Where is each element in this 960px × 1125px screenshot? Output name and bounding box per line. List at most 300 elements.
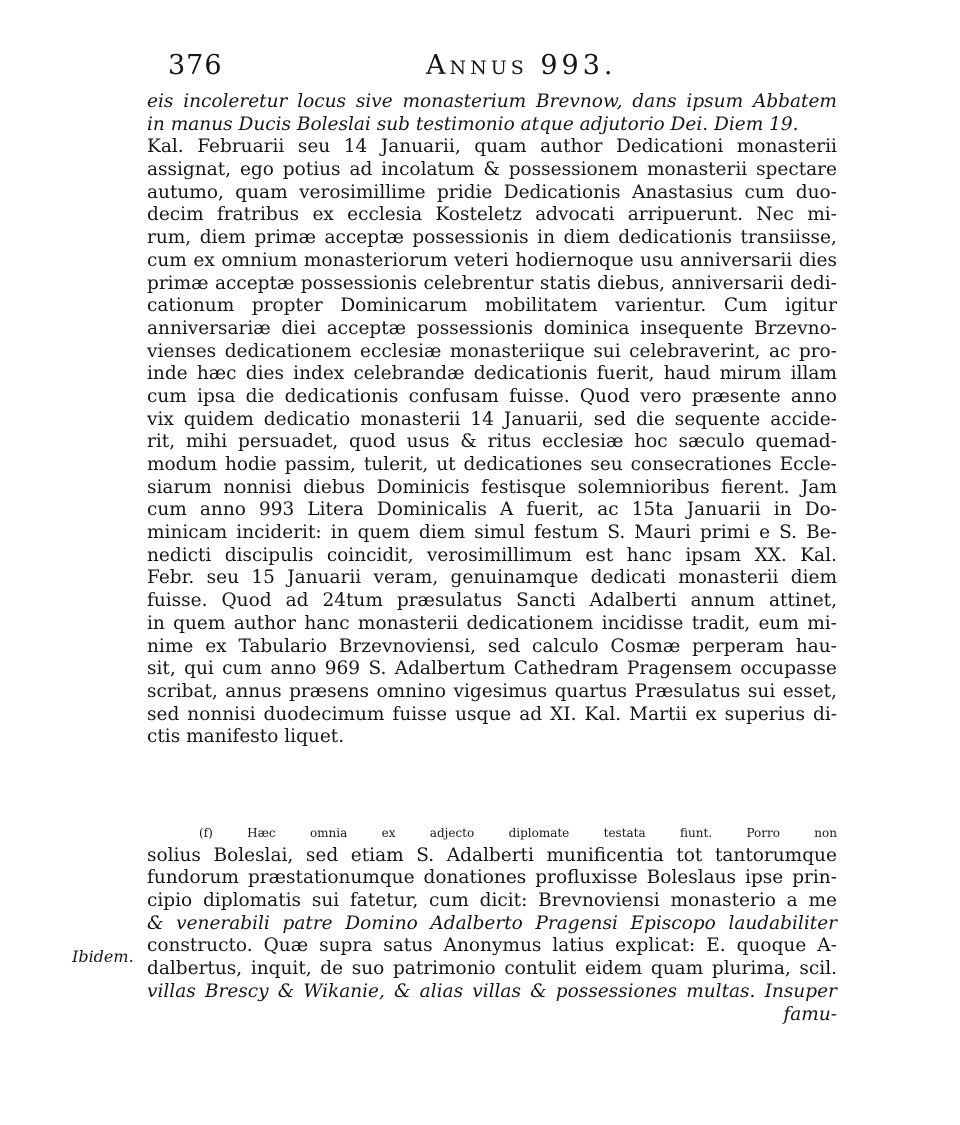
word: fundorum — [147, 867, 239, 889]
running-head: Annus 993. — [426, 50, 617, 81]
word: verosimillimum — [426, 544, 572, 566]
word: pro- — [798, 340, 837, 362]
word: coincidit, — [326, 544, 414, 566]
word: sequente — [674, 408, 761, 430]
word: quod — [349, 431, 396, 453]
word: scil. — [799, 958, 837, 980]
word: possessionis — [412, 227, 529, 249]
word: tulerit, — [363, 454, 429, 475]
word: ego — [239, 159, 274, 181]
word: diem — [199, 227, 246, 249]
word: Januarii — [287, 567, 362, 589]
word: Quod — [221, 590, 272, 612]
text-line — [147, 613, 837, 636]
word: Kal. — [800, 544, 837, 566]
word: diem — [418, 522, 466, 544]
word: locus — [297, 91, 347, 112]
word: author — [233, 612, 297, 634]
word: celebrentur — [423, 272, 534, 294]
word: fuisse. — [147, 590, 208, 612]
word: XI. — [550, 703, 577, 725]
word: author — [540, 136, 603, 158]
word: Be- — [806, 522, 837, 544]
word: usus — [406, 431, 450, 453]
word: cationum — [147, 295, 235, 317]
text-line — [147, 136, 837, 159]
word: duodecimum — [263, 703, 385, 725]
word: usque — [455, 703, 512, 725]
word: possessionis — [300, 272, 418, 294]
word: diebus — [303, 476, 366, 498]
word: contulit — [504, 958, 577, 980]
text-line — [147, 545, 837, 568]
word: venerabili — [176, 912, 270, 934]
word: Wikanie, — [303, 980, 385, 1002]
word: in — [330, 522, 349, 544]
word: transiisse, — [740, 227, 837, 249]
word: Febr. — [147, 567, 195, 589]
word: dominica — [543, 317, 630, 339]
word: villas — [147, 980, 196, 1002]
word: omnino — [376, 680, 447, 702]
word: dedicationem — [466, 612, 594, 634]
word: omnium — [221, 249, 298, 271]
word: dedicationes — [463, 454, 583, 475]
word: haud — [663, 363, 711, 385]
word: dicit: — [479, 890, 528, 912]
word: ecclesiæ — [360, 340, 442, 362]
word: Martii — [629, 703, 688, 725]
word: veram, — [373, 567, 439, 589]
word: præsulatus — [396, 590, 503, 612]
word: munificentia — [546, 844, 664, 866]
word: patre — [282, 912, 333, 934]
word: laudabiliter — [728, 912, 837, 934]
word: dedicationem — [224, 340, 352, 362]
word: ac — [768, 340, 791, 362]
word: 969 — [324, 658, 361, 680]
word: cum — [429, 890, 469, 912]
word: qui — [184, 658, 214, 680]
word: rit, — [147, 431, 176, 453]
word: Boleslaus — [646, 867, 737, 889]
word: cum — [147, 499, 187, 521]
word: Pragensem — [626, 658, 732, 680]
word: Februarii — [197, 136, 285, 158]
word: verosimillime — [299, 181, 426, 203]
word: vienses — [147, 340, 217, 362]
word: passim, — [284, 454, 356, 475]
word: inciderit: — [236, 522, 322, 544]
word: tot — [676, 844, 703, 866]
word: est — [585, 544, 614, 566]
word: quidem — [183, 408, 254, 430]
word: annus — [225, 680, 282, 702]
word: quam — [235, 181, 288, 203]
word: solius — [147, 844, 201, 866]
word: festum — [534, 522, 599, 544]
word: hoc — [634, 431, 668, 453]
word: Tabulario — [238, 635, 327, 657]
word: hanc — [626, 544, 672, 566]
word: in — [147, 612, 165, 634]
word: S. — [607, 522, 626, 544]
word: diei — [281, 317, 317, 339]
text-line — [147, 386, 837, 409]
word: Brevnoviensi — [538, 890, 660, 912]
word: Januarii — [686, 499, 761, 521]
word: mi- — [807, 204, 837, 226]
word: hodiernoque — [515, 249, 634, 271]
word: inquit, — [250, 958, 312, 980]
word: mihi — [185, 431, 228, 453]
text-line — [147, 341, 837, 364]
word: plurima, — [711, 958, 791, 980]
word: quam — [650, 958, 704, 980]
word: cum — [147, 385, 187, 407]
word: monasterii — [357, 612, 459, 634]
word: mi- — [807, 612, 837, 634]
word: perperam — [692, 635, 784, 657]
word: Brescy — [204, 980, 269, 1002]
word: vix — [147, 408, 174, 430]
word: pridie — [437, 181, 493, 203]
word: Januarii, — [503, 408, 584, 430]
word: constructo. — [147, 935, 253, 957]
word: tantorumque — [714, 844, 837, 866]
text-line — [147, 454, 837, 477]
word: diem — [790, 567, 837, 589]
word: occupasse — [740, 658, 837, 680]
word: sed — [487, 635, 521, 657]
text-line — [147, 159, 837, 182]
word: dedicationis — [284, 385, 399, 407]
word: sui — [747, 680, 776, 702]
word: advocati — [535, 204, 615, 226]
word: diem — [563, 227, 610, 249]
word: satus — [383, 935, 433, 957]
word: minicam — [147, 522, 228, 544]
text-line — [147, 204, 837, 227]
word: villas — [472, 980, 521, 1002]
text-line — [147, 250, 837, 273]
word: de — [320, 958, 344, 980]
word: Domino — [345, 912, 418, 934]
word: sive — [355, 91, 393, 112]
word: inde — [147, 363, 188, 385]
word: Anonymus — [443, 935, 542, 957]
word: A — [499, 499, 514, 521]
word: seu — [590, 454, 623, 475]
word: accide- — [770, 408, 837, 430]
word: ipsam — [685, 544, 742, 566]
word: Pragensi — [535, 912, 618, 934]
word: dedicatio — [263, 408, 351, 430]
word: fuerit, — [526, 499, 585, 521]
word: latius — [552, 935, 605, 957]
text-line — [147, 522, 837, 545]
word: Mauri — [634, 522, 691, 544]
word: acceptæ — [214, 272, 295, 294]
word: consecrationes — [630, 454, 772, 475]
word: a — [786, 890, 798, 912]
margin-note: Ibidem. — [72, 947, 134, 966]
word: di- — [812, 703, 837, 725]
word: siarum — [147, 476, 212, 498]
word: Anastasius — [631, 181, 734, 203]
word: incidisse — [601, 612, 684, 634]
word: & — [394, 980, 411, 1002]
word: ecclesia — [347, 204, 423, 226]
word: Porro — [746, 826, 780, 840]
word: Litera — [307, 499, 364, 521]
word: in — [773, 499, 792, 521]
word: XX. — [754, 544, 787, 566]
word: Brzevno- — [754, 317, 837, 339]
word: seu — [297, 136, 331, 158]
word: S. — [779, 522, 798, 544]
word: Dominicis — [376, 476, 470, 498]
page-number: 376 — [168, 50, 223, 81]
word: 14 — [343, 136, 368, 158]
word: modum — [147, 454, 217, 475]
word: e — [759, 522, 771, 544]
word: propter — [251, 295, 323, 317]
word: tradit, — [691, 612, 751, 634]
word: 993 — [258, 499, 295, 521]
word: cum — [147, 249, 187, 271]
word: cum — [222, 658, 262, 680]
word: potius — [282, 159, 341, 181]
word: Jam — [801, 476, 837, 498]
word: simul — [474, 522, 526, 544]
word: primæ — [147, 272, 209, 294]
word: eum — [758, 612, 799, 634]
word: fuisse. — [509, 385, 570, 407]
word: genuinamque — [450, 567, 579, 589]
word: monasterium — [402, 91, 527, 112]
word: ex — [205, 635, 227, 657]
word: ex — [312, 204, 334, 226]
word: superius — [724, 703, 805, 725]
footnote-line — [147, 890, 837, 913]
word: donationes — [423, 867, 527, 889]
word: fratribus — [216, 204, 300, 226]
word: Dominicalis — [376, 499, 487, 521]
word: Adalberti — [446, 844, 534, 866]
text-line — [147, 681, 837, 704]
word: anno — [199, 499, 246, 521]
word: quem — [357, 522, 410, 544]
text-line — [147, 227, 837, 250]
footnote-line — [147, 867, 837, 890]
word: nonnisi — [187, 703, 256, 725]
word: dedicati — [590, 567, 666, 589]
word: adjecto — [429, 826, 475, 840]
word: præsens — [289, 680, 369, 702]
text-line — [147, 567, 837, 590]
word: hodie — [224, 454, 277, 475]
text-line — [147, 295, 837, 318]
word: acceptæ — [326, 317, 407, 339]
word: 14 — [470, 408, 494, 430]
word: profluxisse — [535, 867, 638, 889]
word: assignat, — [147, 159, 232, 181]
text-line — [147, 409, 837, 432]
text-line — [147, 273, 837, 296]
word: E. — [706, 935, 726, 957]
text-line — [147, 477, 837, 500]
word: nonnisi — [223, 476, 292, 498]
word: 15ta — [631, 499, 674, 521]
word: quem — [173, 612, 226, 634]
word: Dedicationis — [503, 181, 621, 203]
word: Adalberto — [430, 912, 523, 934]
word: diplomatis — [202, 890, 302, 912]
word: sed — [593, 408, 627, 430]
word: illam — [790, 363, 837, 385]
word: me — [808, 890, 837, 912]
word: veteri — [454, 249, 509, 271]
text-line — [147, 363, 837, 386]
word: sæculo — [678, 431, 745, 453]
word: mobilitatem — [484, 295, 598, 317]
word: eidem — [585, 958, 643, 980]
word: fuisse — [392, 703, 448, 725]
word: Cum — [723, 295, 768, 317]
word: cipio — [147, 890, 193, 912]
word: discipulis — [224, 544, 314, 566]
word: Insuper — [764, 980, 837, 1002]
word: non — [814, 826, 837, 840]
word: fatetur, — [349, 890, 419, 912]
word: varientur. — [615, 295, 707, 317]
word: & — [483, 159, 500, 181]
word: sit, — [147, 658, 176, 680]
word: quam — [474, 136, 527, 158]
word: alias — [419, 980, 464, 1002]
word: spectare — [756, 159, 837, 181]
text-line — [147, 499, 837, 522]
text-line — [147, 318, 837, 341]
text-line: ctis manifesto liquet. — [147, 726, 345, 748]
word: primi — [700, 522, 751, 544]
word: Cathedram — [513, 658, 619, 680]
word: esset, — [782, 680, 837, 702]
word: possessionis — [416, 317, 534, 339]
word: Do- — [804, 499, 837, 521]
word: fuerit, — [596, 363, 655, 385]
word: anno — [790, 385, 837, 407]
word: autumo, — [147, 181, 224, 203]
word: nedicti — [147, 544, 212, 566]
footnote-line — [147, 822, 837, 845]
word: testata — [603, 826, 646, 840]
text-line — [147, 636, 837, 659]
word: S. — [416, 844, 435, 866]
word: & — [147, 912, 164, 934]
word: ad — [519, 703, 543, 725]
word: Abbatem — [752, 91, 837, 112]
word: statis — [539, 272, 591, 294]
word: 15 — [251, 567, 275, 589]
word: præstationumque — [247, 867, 415, 889]
footnote-line — [147, 958, 837, 981]
word: index — [293, 363, 345, 385]
word: anniversariæ — [147, 317, 271, 339]
text-line — [147, 590, 837, 613]
word: cum — [744, 181, 785, 203]
word: dies — [245, 363, 284, 385]
text-line — [147, 182, 837, 205]
word: persuadet, — [238, 431, 339, 453]
word: Cosmæ — [610, 635, 681, 657]
word: Adalberti — [589, 590, 677, 612]
text-line — [147, 658, 837, 681]
word: igitur — [785, 295, 837, 317]
word: incolatum — [381, 159, 475, 181]
word: & — [530, 980, 547, 1002]
word: dans — [632, 91, 677, 112]
word: Kosteletz — [435, 204, 522, 226]
word: 24tum — [322, 590, 383, 612]
word: etiam — [350, 844, 404, 866]
word: annum — [690, 590, 755, 612]
word: sed — [147, 703, 180, 725]
word: monasterii — [736, 136, 837, 158]
word: vero — [640, 385, 682, 407]
word: festisque — [481, 476, 567, 498]
word: quartus — [554, 680, 628, 702]
text-line — [147, 114, 837, 137]
word: ex — [381, 826, 396, 840]
word: die — [636, 408, 665, 430]
word: hæc — [196, 363, 237, 385]
word: possessionem — [508, 159, 639, 181]
word: celebrandæ — [353, 363, 465, 385]
word: hau- — [795, 635, 837, 657]
word: ritus — [487, 431, 532, 453]
word: ex — [695, 703, 717, 725]
main-text — [147, 91, 837, 749]
word: sed — [305, 844, 339, 866]
word: suo — [351, 958, 385, 980]
word: dies — [798, 249, 837, 271]
word: Dominicarum — [340, 295, 468, 317]
word: dedicationis — [618, 227, 733, 249]
word: multas. — [686, 980, 756, 1002]
word: primæ — [254, 227, 316, 249]
word: Quæ — [263, 935, 309, 957]
word: A- — [817, 935, 837, 957]
word: Januarii, — [380, 136, 461, 158]
word: Nec — [756, 204, 794, 226]
footnote — [147, 822, 837, 1026]
word: præsente — [691, 385, 781, 407]
word: in — [537, 227, 555, 249]
word: Kal. — [147, 136, 184, 158]
word: monasterii — [360, 408, 461, 430]
word: sui — [311, 890, 340, 912]
word: confusam — [408, 385, 499, 407]
word: incoleretur — [183, 91, 288, 112]
word: & — [277, 980, 295, 1002]
word: insequente — [640, 317, 744, 339]
word: patrimonio — [392, 958, 496, 980]
word: sui — [593, 340, 621, 362]
word: Dedicationi — [615, 136, 724, 158]
word: usu — [640, 249, 674, 271]
